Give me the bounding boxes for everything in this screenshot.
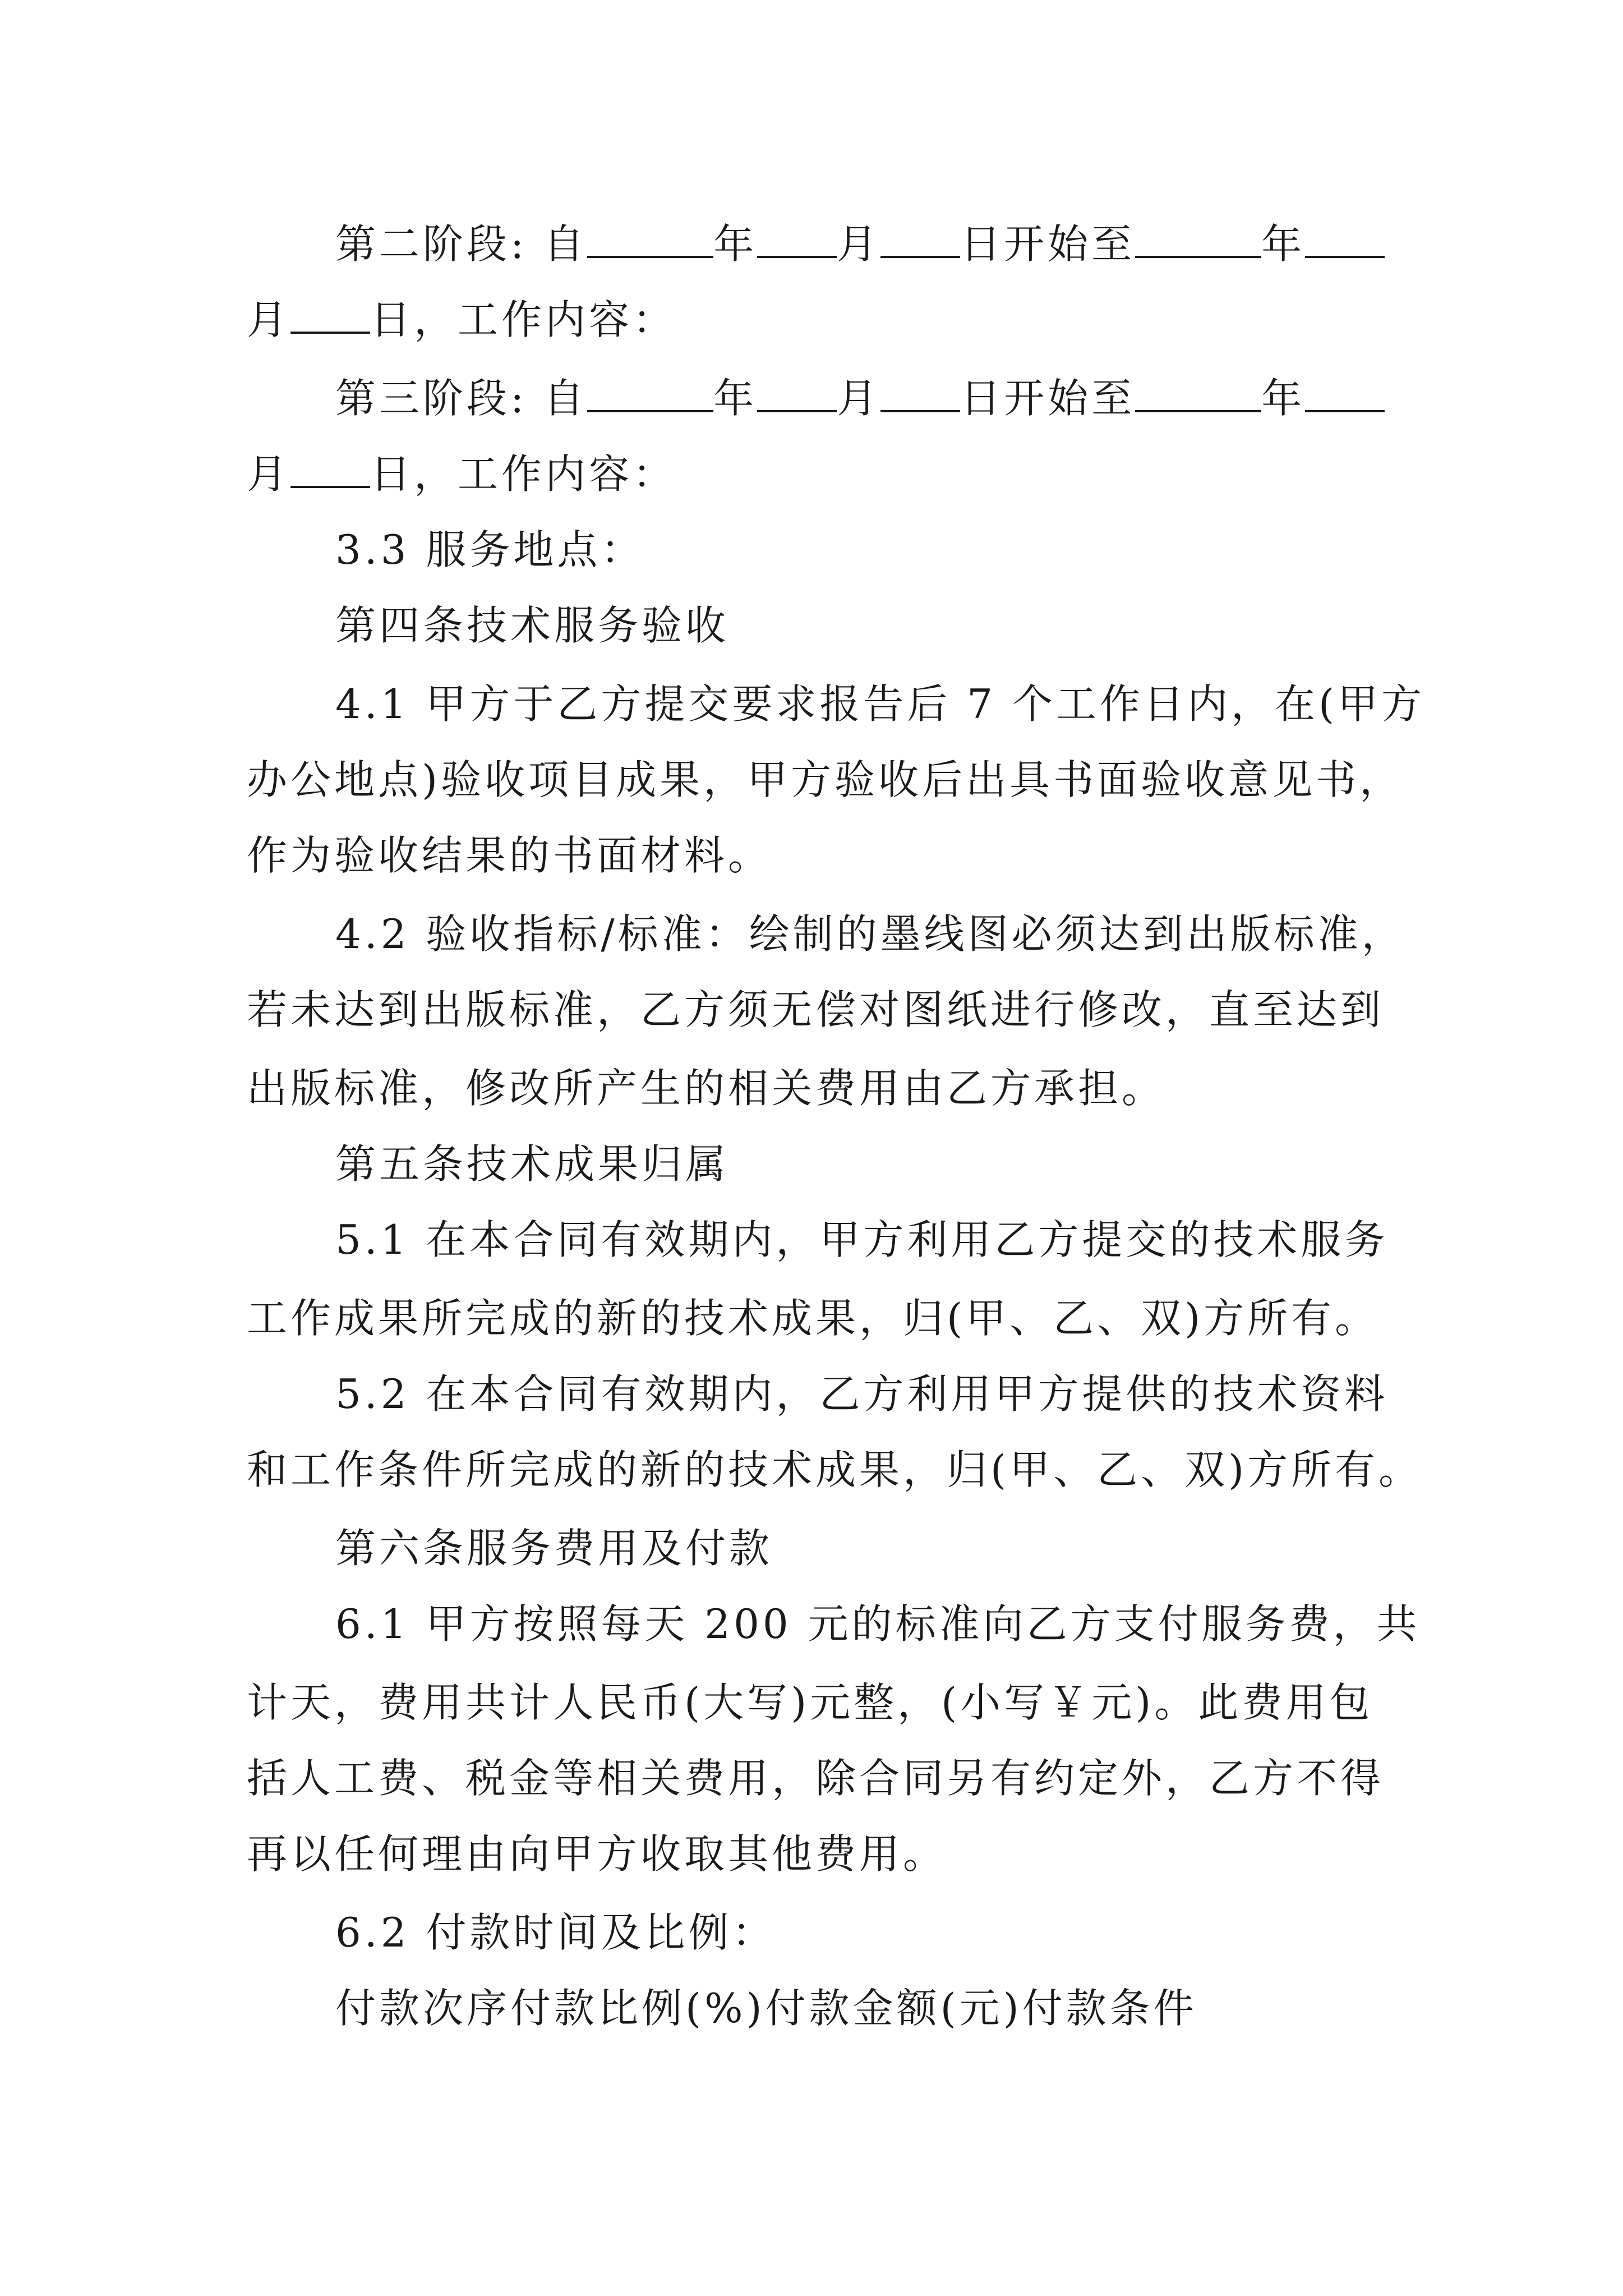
para-4-1-line-3: 作为验收结果的书面材料。: [247, 832, 772, 879]
para-4-2-line-3: 出版标准，修改所产生的相关费用由乙方承担。: [247, 1065, 1166, 1112]
article-6-heading: 第六条服务费用及付款: [335, 1525, 773, 1572]
stage2-day2-blank: [291, 298, 370, 334]
stage2-month-label: 月: [837, 220, 881, 268]
para-4-2-line-1: 4.2 验收指标/标准：绘制的墨线图必须达到出版标准，: [335, 910, 1405, 958]
stage2-day-start-label: 日开始至: [960, 220, 1136, 268]
stage2-year2-label: 年: [1261, 220, 1306, 268]
stage3-year-label: 年: [713, 375, 758, 422]
para-6-1-line-4: 再以任何理由向甲方收取其他费用。: [247, 1830, 947, 1878]
para-6-1-line-3: 括人工费、税金等相关费用，除合同另有约定外，乙方不得: [247, 1755, 1385, 1802]
para-5-2-line-2: 和工作条件所完成的新的技术成果，归(甲、乙、双)方所有。: [247, 1446, 1423, 1493]
stage3-year2-blank: [1135, 376, 1261, 412]
stage3-line-2: [247, 446, 676, 502]
stage2-year-label: 年: [713, 220, 758, 268]
stage3-label: 第三阶段: 自: [335, 375, 588, 422]
stage2-day-end-label: 日，工作内容：: [370, 296, 677, 343]
payment-table-header: 付款次序付款比例(%)付款金额(元)付款条件: [335, 1985, 1197, 2032]
para-4-1-line-1: 4.1 甲方于乙方提交要求报告后 7 个工作日内，在(甲方: [335, 680, 1426, 728]
stage2-month-blank: [757, 222, 837, 258]
stage2-label: 第二阶段: 自: [335, 220, 588, 268]
stage3-day-end-label: 日，工作内容：: [370, 450, 677, 498]
stage3-day-blank: [880, 376, 960, 412]
para-4-1-line-2: 办公地点)验收项目成果，甲方验收后出具书面验收意见书，: [247, 756, 1404, 803]
stage3-month2-label: 月: [247, 450, 291, 498]
stage3-month-blank: [757, 376, 837, 412]
para-5-1-line-1: 5.1 在本合同有效期内，甲方利用乙方提交的技术服务: [335, 1216, 1389, 1263]
article-5-heading: 第五条技术成果归属: [335, 1140, 730, 1188]
article-4-heading: 第四条技术服务验收: [335, 602, 730, 649]
stage3-day-start-label: 日开始至: [960, 375, 1136, 422]
service-location: 3.3 服务地点：: [335, 526, 645, 573]
stage2-year2-blank: [1135, 222, 1261, 258]
para-6-2: 6.2 付款时间及比例：: [335, 1909, 776, 1956]
para-4-2-line-2: 若未达到出版标准，乙方须无偿对图纸进行修改，直至达到: [247, 986, 1385, 1033]
stage2-day-blank: [880, 222, 960, 258]
para-6-1-line-1: 6.1 甲方按照每天 200 元的标准向乙方支付服务费，共: [335, 1600, 1421, 1648]
para-5-1-line-2: 工作成果所完成的新的技术成果，归(甲、乙、双)方所有。: [247, 1295, 1379, 1342]
stage3-year-blank: [587, 376, 713, 412]
stage2-line-1: [335, 216, 1385, 272]
stage2-year-blank: [587, 222, 713, 258]
stage3-month-label: 月: [837, 375, 881, 422]
stage3-day2-blank: [291, 452, 370, 488]
stage2-line-2: [247, 292, 676, 348]
stage3-month2-blank: [1305, 376, 1385, 412]
stage2-month2-blank: [1305, 222, 1385, 258]
para-6-1-line-2: 计天，费用共计人民币(大写)元整，(小写￥元)。此费用包: [247, 1679, 1373, 1726]
stage3-year2-label: 年: [1261, 375, 1306, 422]
stage3-line-1: [335, 370, 1385, 426]
para-5-2-line-1: 5.2 在本合同有效期内，乙方利用甲方提供的技术资料: [335, 1370, 1389, 1418]
stage2-month2-label: 月: [247, 296, 291, 343]
